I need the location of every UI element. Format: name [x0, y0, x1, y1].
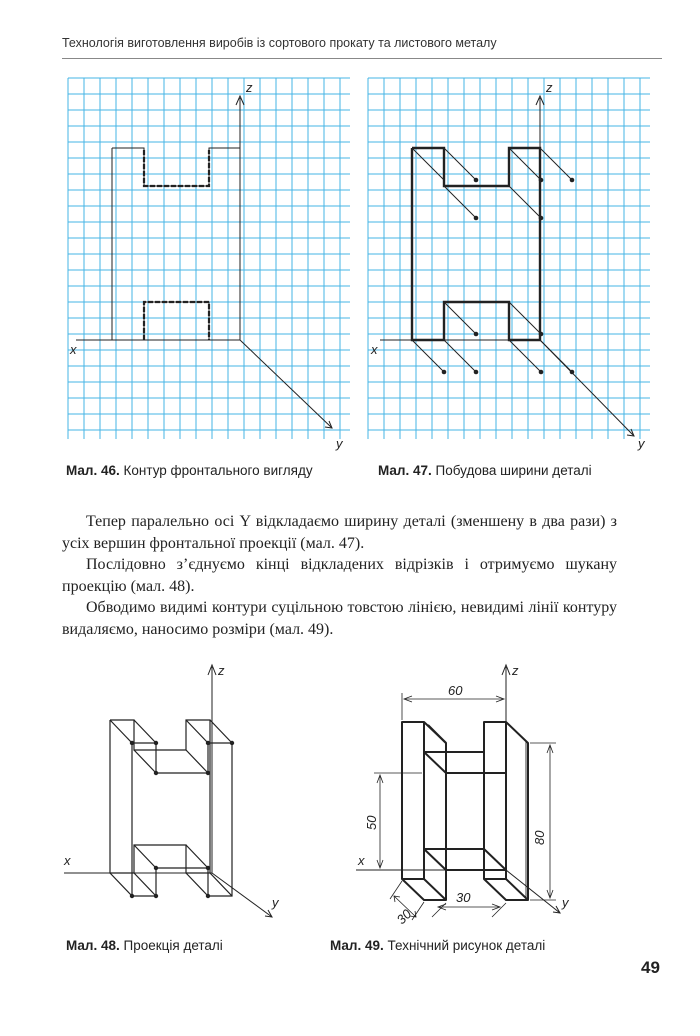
- caption-fig47-text: Побудова ширини деталі: [435, 463, 592, 478]
- caption-fig49-number: Мал. 49.: [330, 938, 384, 953]
- axis-label-y: y: [562, 895, 569, 910]
- figure-48-projection: [60, 655, 300, 930]
- axis-label-x: x: [371, 342, 378, 357]
- caption-fig47-number: Мал. 47.: [378, 463, 432, 478]
- y-axis-arrow: [553, 906, 560, 913]
- offset-point: [474, 370, 479, 375]
- axis-label-y: y: [272, 895, 279, 910]
- axes: [64, 665, 272, 917]
- caption-fig48-text: Проекція деталі: [123, 938, 223, 953]
- y-axis-arrow: [265, 910, 272, 917]
- page-number: 49: [641, 958, 660, 977]
- axis-label-x: x: [64, 853, 71, 868]
- caption-fig48-number: Мал. 48.: [66, 938, 120, 953]
- offset-point: [474, 178, 479, 183]
- projection-points: [130, 741, 234, 898]
- paragraph-3: Обводимо видимі контури суцільною товстою лінією, невидимі лінії контуру видаляємо, наносимо розміри (мал. 49).: [62, 599, 617, 638]
- axis-label-y: y: [336, 436, 343, 451]
- offset-point: [539, 370, 544, 375]
- axis-label-y: y: [638, 436, 645, 451]
- dimension-height: 80: [532, 830, 547, 845]
- dimension-bottom: 30: [456, 890, 471, 905]
- offset-point: [570, 178, 575, 183]
- caption-fig49: [330, 937, 630, 955]
- paragraph-1: Тепер паралельно осі Y відкладаємо ширину деталі (зменшену в два рази) з усіх вершин фронтальної проекції (мал. 47).: [62, 513, 617, 552]
- offset-point: [539, 216, 544, 221]
- y-axis-line: [506, 870, 560, 913]
- running-header: Технологія виготовлення виробів із сортового прокату та листового металу: [62, 36, 497, 50]
- caption-fig47: [378, 462, 608, 480]
- dimension-width: 60: [448, 683, 463, 698]
- caption-fig46-number: Мал. 46.: [66, 463, 120, 478]
- paragraph-2: Послідовно з’єднуємо кінці відкладених відрізків і отримуємо шукану проекцію (мал. 48).: [62, 556, 617, 595]
- header-rule: [62, 58, 662, 59]
- axis-label-x: x: [358, 853, 365, 868]
- offset-point: [474, 332, 479, 337]
- offset-point: [539, 332, 544, 337]
- solid-body: [402, 722, 528, 900]
- caption-fig46: [66, 462, 336, 480]
- offset-point: [570, 370, 575, 375]
- axis-label-z: z: [246, 80, 253, 95]
- axis-label-x: x: [70, 342, 77, 357]
- axis-label-z: z: [218, 663, 225, 678]
- axis-label-z: z: [512, 663, 519, 678]
- caption-fig48: [66, 937, 316, 955]
- axis-label-z: z: [546, 80, 553, 95]
- figure-46-frontal-contour: [68, 78, 350, 452]
- projection-edges: [110, 720, 232, 896]
- caption-fig46-text: Контур фронтального вигляду: [123, 463, 313, 478]
- offset-point: [474, 216, 479, 221]
- offset-point: [539, 178, 544, 183]
- axes: [356, 665, 560, 913]
- offset-point: [442, 370, 447, 375]
- dimension-inner: 50: [364, 815, 379, 830]
- figure-47-width-construction: [368, 78, 650, 452]
- body-text: [62, 511, 617, 640]
- dimension-depth: 30: [393, 906, 415, 928]
- figure-49-technical-drawing: [350, 655, 590, 930]
- caption-fig49-text: Технічний рисунок деталі: [387, 938, 546, 953]
- y-axis-line: [212, 873, 272, 917]
